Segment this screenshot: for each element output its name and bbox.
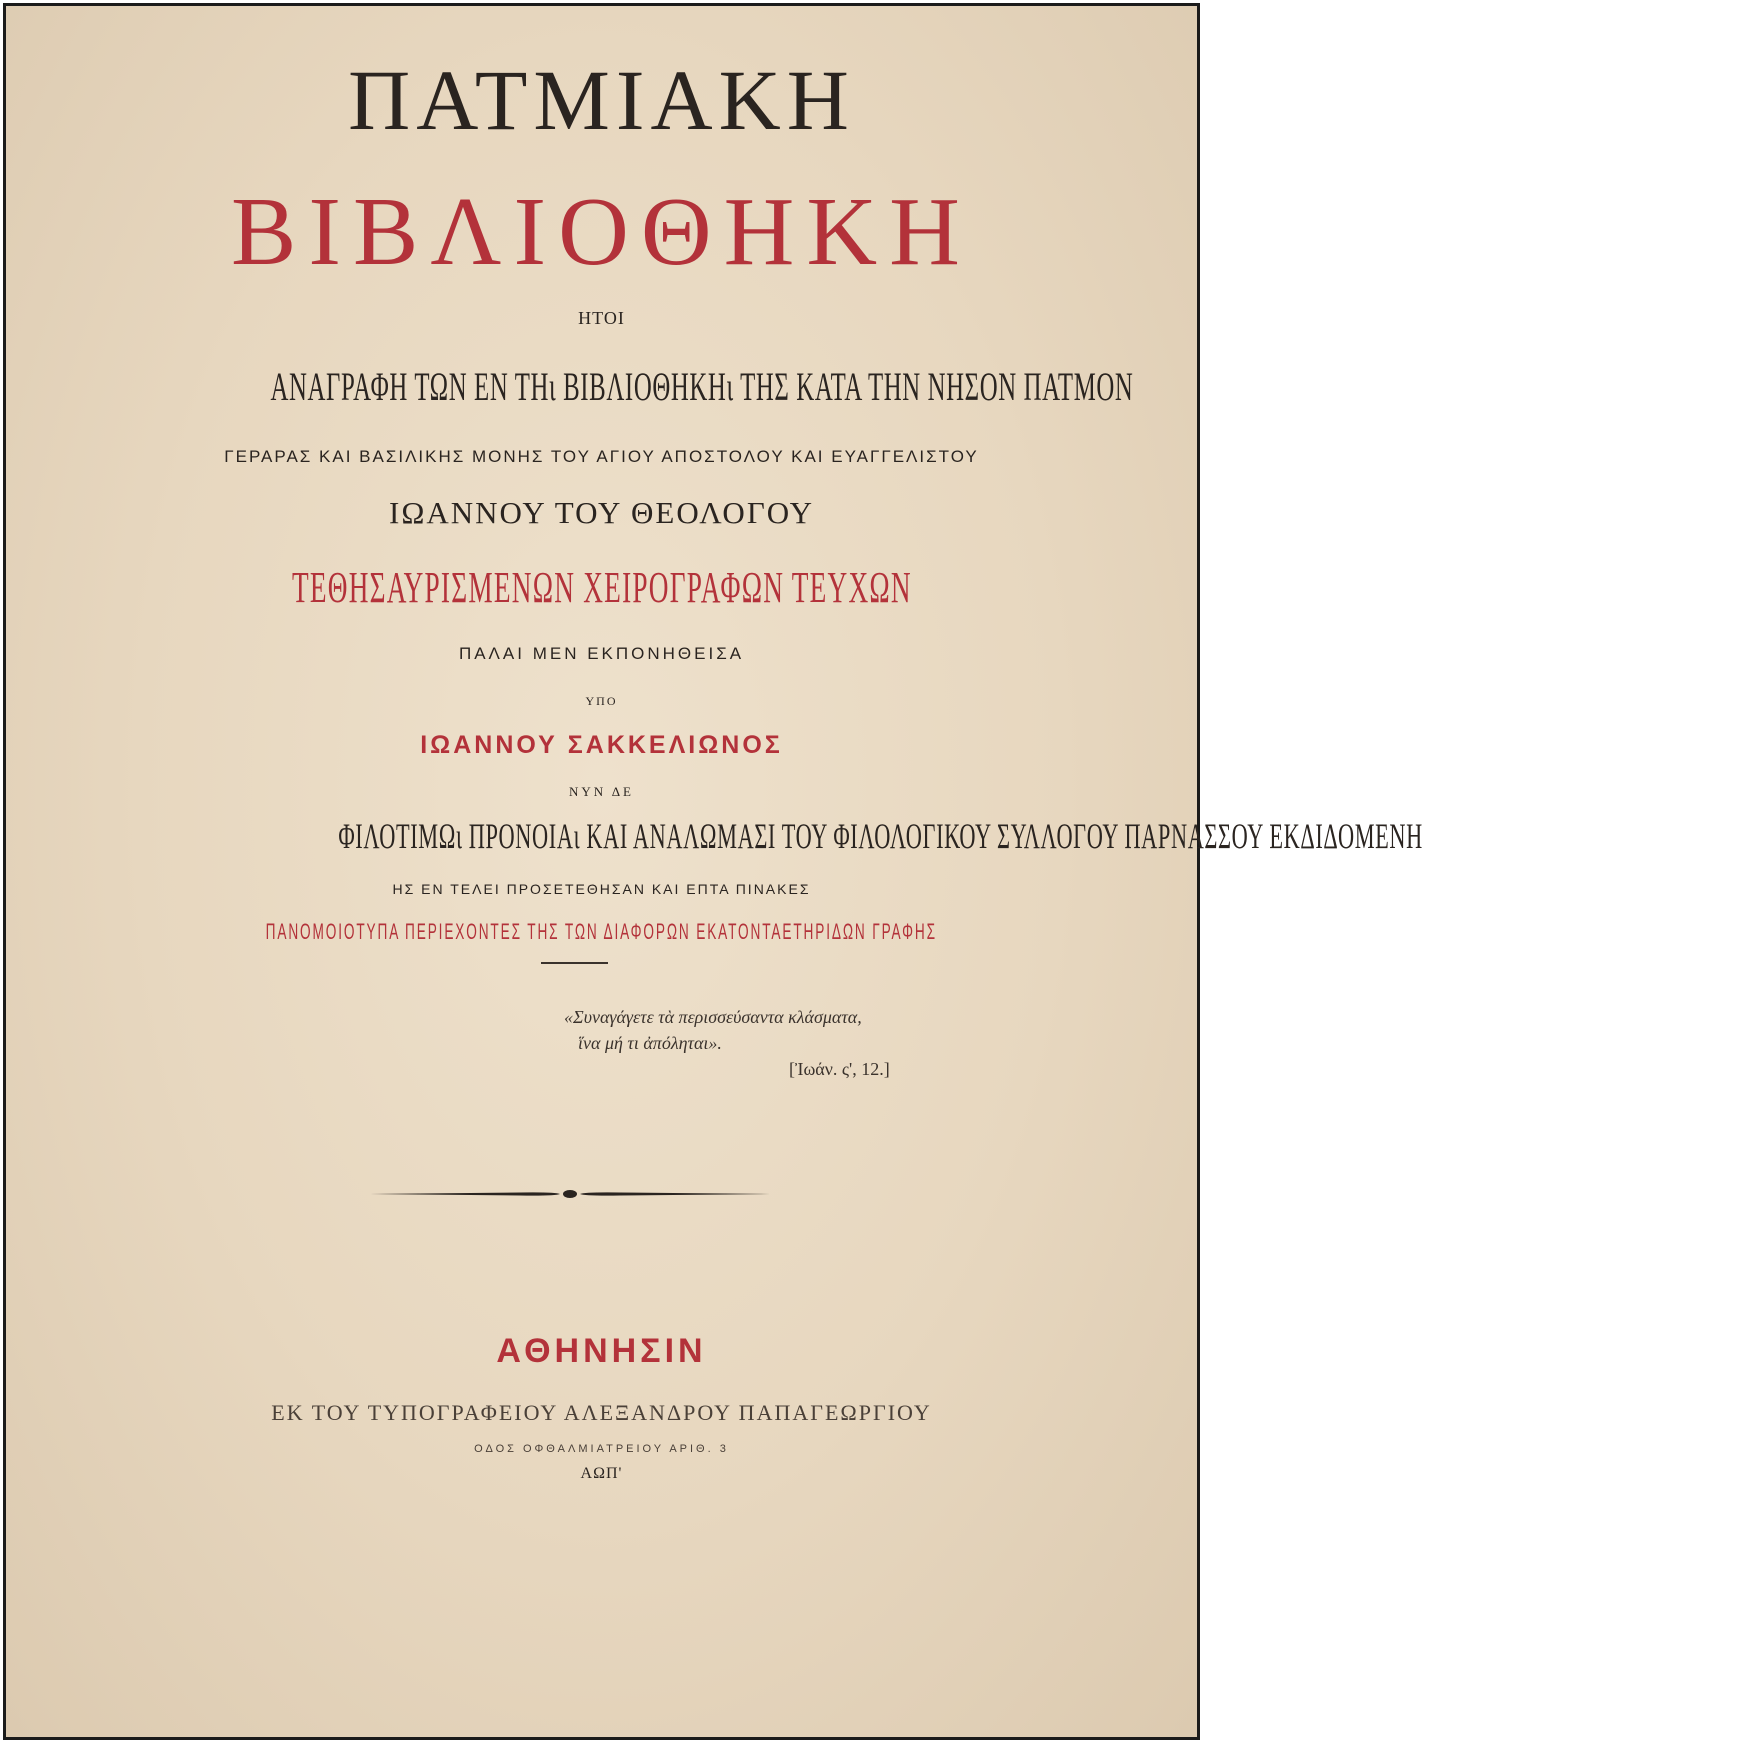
authorship-palai [6,644,1197,664]
title-line-2-text: ΒΙΒΛΙΟΘΗΚΗ [231,178,972,286]
funder-line [6,815,1423,857]
subtitle-line-1-text: ΑΝΑΓΡΑΦΗ ΤΩΝ ΕΝ ΤΗι ΒΙΒΛΙΟΘΗΚΗι ΤΗΣ ΚΑΤΑ ΤΗΝ ΝΗΣΟΝ ΠΑΤΜΟΝ [270,364,1134,409]
imprint-printer-text: ΕΚ ΤΟΥ ΤΥΠΟΓΡΑΦΕΙΟΥ ΑΛΕΞΑΝΔΡΟΥ ΠΑΠΑΓΕΩΡΓΙΟΥ [271,1400,932,1425]
authorship-ypo-text: ΥΠΟ [585,694,618,708]
title-line-1 [6,50,1197,150]
subtitle-line-3-text: ΙΩΑΝΝΟΥ ΤΟΥ ΘΕΟΛΟΓΟΥ [389,495,814,530]
authorship-nyn [6,784,1197,800]
subtitle-line-2-text: ΓΕΡΑΡΑΣ ΚΑΙ ΒΑΣΙΛΙΚΗΣ ΜΟΝΗΣ ΤΟΥ ΑΓΙΟΥ ΑΠΟΣΤΟΛΟΥ ΚΑΙ ΕΥΑΓΓΕΛΙΣΤΟΥ [224,447,979,466]
imprint-city-text: ΑΘΗΝΗΣΙΝ [496,1332,707,1370]
subtitle-line-1 [6,363,1197,410]
authorship-palai-text: ΠΑΛΑΙ ΜΕΝ ΕΚΠΟΝΗΘΕΙΣΑ [458,644,745,663]
subtitle-line-2 [6,447,1197,467]
imprint-printer [6,1400,1197,1426]
tables-note-text: ΗΣ ΕΝ ΤΕΛΕΙ ΠΡΟΣΕΤΕΘΗΣΑΝ ΚΑΙ ΕΠΤΑ ΠΙΝΑΚΕΣ [392,881,811,897]
subtitle-ityoi [6,308,1197,329]
subtitle-line-4-text: ΤΕΘΗΣΑΥΡΙΣΜΕΝΩΝ ΧΕΙΡΟΓΡΑΦΩΝ ΤΕΥΧΩΝ [291,563,912,612]
imprint-city [6,1332,1197,1371]
epigraph-reference: [Ἰωάν. ς', 12.] [789,1059,890,1079]
epigraph-line-1: «Συναγάγετε τὰ περισσεύσαντα κλάσματα, [564,1007,862,1027]
title-page [3,3,1423,1740]
ornamental-divider-icon [370,1186,770,1202]
imprint-street-text: ΟΔΟΣ ΟΦΘΑΛΜΙΑΤΡΕΙΟΥ ΑΡΙΘ. 3 [474,1443,729,1455]
imprint-street [6,1443,1197,1455]
authorship-nyn-text: ΝΥΝ ΔΕ [569,784,634,799]
tables-note [6,881,1197,897]
facsimiles-note-text: ΠΑΝΟΜΟΙΟΤΥΠΑ ΠΕΡΙΕΧΟΝΤΕΣ ΤΗΣ ΤΩΝ ΔΙΑΦΟΡΩΝ ΕΚΑΤΟΝΤΑΕΤΗΡΙΔΩΝ ΓΡΑΦΗΣ [265,919,938,944]
facsimiles-note [6,919,1197,945]
subtitle-line-4 [6,562,1197,613]
subtitle-line-3 [6,495,1197,531]
epigraph-line-2: ἵνα μή τι ἀπόληται». [578,1033,722,1053]
subtitle-ityoi-text: ΗΤΟΙ [578,308,625,328]
divider-rule [541,962,608,964]
author-name [6,731,1197,760]
imprint-year [6,1465,1197,1483]
author-name-text: ΙΩΑΝΝΟΥ ΣΑΚΚΕΛΙΩΝΟΣ [420,731,783,759]
funder-line-text: ΦΙΛΟΤΙΜΩι ΠΡΟΝΟΙΑι ΚΑΙ ΑΝΑΛΩΜΑΣΙ ΤΟΥ ΦΙΛΟΛΟΓΙΚΟΥ ΣΥΛΛΟΓΟΥ ΠΑΡΝΑΣΣΟΥ ΕΚΔΙΔΟΜΕΝΗ [338,816,1423,856]
title-line-2 [6,176,1197,288]
authorship-ypo [6,694,1197,709]
imprint-year-text: ΑΩΠ' [580,1465,623,1482]
title-line-1-text: ΠΑΤΜΙΑΚΗ [348,52,855,148]
epigraph [564,1004,984,1082]
